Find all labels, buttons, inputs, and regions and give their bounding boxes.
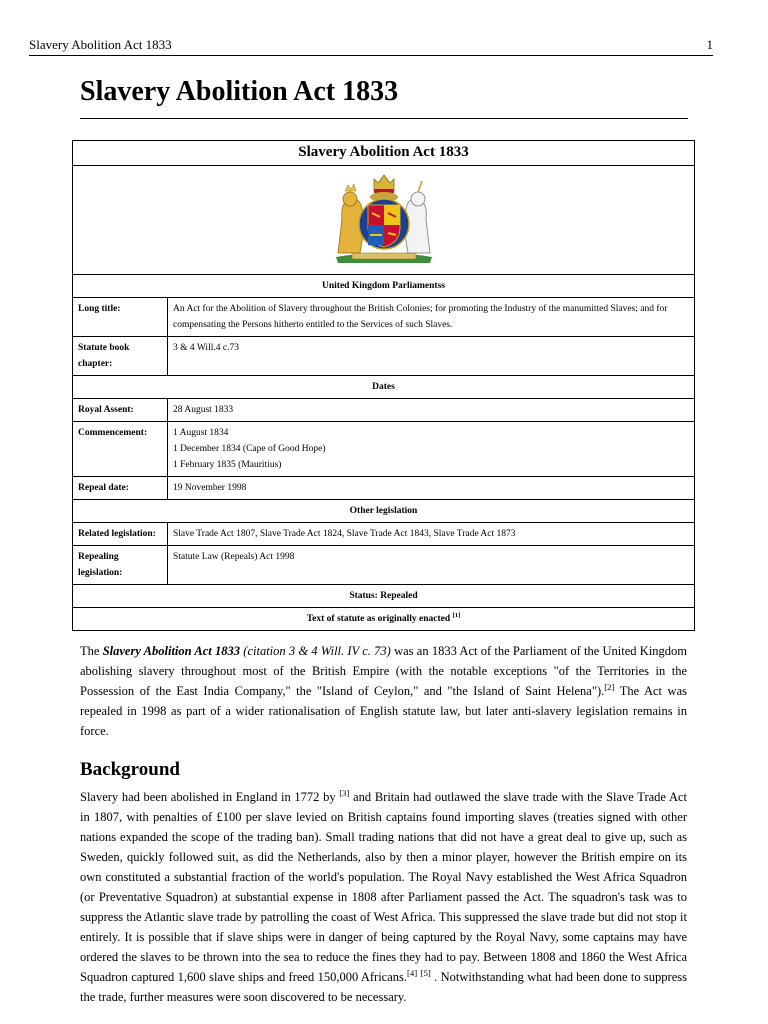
act-name: Slavery Abolition Act 1833 [102, 644, 241, 658]
infobox-title: Slavery Abolition Act 1833 [73, 141, 695, 166]
running-header-title: Slavery Abolition Act 1833 [29, 37, 172, 52]
dates-heading: Dates [73, 376, 695, 399]
intro-text: The [80, 644, 103, 658]
repeal-date-value: 19 November 1998 [168, 477, 695, 500]
commencement-value [168, 422, 695, 477]
royal-assent-label: Royal Assent: [73, 399, 168, 422]
reference-2[interactable]: [2] [604, 681, 615, 692]
page-number: 1 [706, 37, 713, 52]
background-paragraph [80, 787, 687, 1007]
commencement-date: 1 February 1835 (Mauritius) [173, 460, 282, 470]
commencement-date: 1 August 1834 [173, 428, 229, 438]
background-heading: Background [80, 759, 180, 780]
chapter-label: Statute book chapter: [73, 337, 168, 376]
text-of-statute-link[interactable]: Text of statute as originally enacted [306, 614, 451, 624]
infobox-parliament: United Kingdom Parliamentss [73, 275, 695, 298]
commencement-label: Commencement: [73, 422, 168, 477]
page-title: Slavery Abolition Act 1833 [80, 76, 399, 107]
long-title-value: An Act for the Abolition of Slavery throughout the British Colonies; for promoting the Industry of the manumitted Slaves; and for compensating the Persons hitherto entitled to the Services of such Slaves. [168, 298, 695, 337]
text-of-statute-cell [73, 608, 695, 631]
repeal-date-label: Repeal date: [73, 477, 168, 500]
other-legislation-heading: Other legislation [73, 500, 695, 523]
royal-assent-value: 28 August 1833 [168, 399, 695, 422]
related-legislation-value[interactable]: Slave Trade Act 1807, Slave Trade Act 1824, Slave Trade Act 1843, Slave Trade Act 1873 [168, 523, 695, 546]
royal-coat-of-arms-icon [330, 169, 438, 265]
title-rule [80, 118, 688, 119]
background-text: and Britain had outlawed the slave trade with the Slave Trade Act in 1807, with penalties of £100 per slave levied on British captains found importing slaves (treaties signed with other nations expanded the scope of the trading ban). Small trading nations that did not have a great deal to give up, such as Sweden, quickly followed suit, as did the Netherlands, also by then a minor player, however the British empire on its own constituted a substantial fraction of the world's population. The Royal Navy established the West Africa Squadron (or Preventative Squadron) at substantial expense in 1808 after Parliament passed the Act. The squadron's task was to suppress the Atlantic slave trade by patrolling the coast of West Africa. This suppressed the slave trade but did not stop it entirely. It is possible that if slave ships were in danger of being captured by the Royal Navy, some captains may have ordered the slaves to be thrown into the sea to reduce the fines they had to pay. Between 1808 and 1860 the West Africa Squadron captured 1,600 slave ships and freed 150,000 Africans. [80, 790, 687, 984]
background-text: Slavery had been abolished in England in 1772 by [80, 790, 340, 804]
intro-text: The Act was repealed in 1998 as part of a wider rationalisation of English statute law, but later anti-slavery legislation remains in force. [80, 684, 687, 738]
intro-paragraph [80, 641, 687, 741]
infobox-image-cell [73, 166, 695, 275]
background-text: . Notwithstanding what had been done to suppress the trade, further measures were soon discovered to be necessary. [80, 970, 687, 1004]
act-citation: (citation 3 & 4 Will. IV c. 73) [240, 644, 391, 658]
reference-1[interactable]: [1] [452, 611, 461, 619]
reference-5[interactable]: [5] [420, 967, 431, 978]
running-header [29, 37, 713, 56]
status-value: Status: Repealed [73, 585, 695, 608]
commencement-date: 1 December 1834 (Cape of Good Hope) [173, 444, 326, 454]
repealing-legislation-value[interactable]: Statute Law (Repeals) Act 1998 [168, 546, 695, 585]
infobox [72, 140, 695, 631]
repealing-legislation-label: Repealing legislation: [73, 546, 168, 585]
reference-4[interactable]: [4] [407, 967, 418, 978]
intro-text: was an 1833 Act of the Parliament of the United Kingdom abolishing slavery throughout most of the British Empire (with the notable exceptions "of the Territories in the Possession of the East India Company," the "Island of Ceylon," and "the Island of Saint Helena"). [80, 644, 688, 698]
reference-3[interactable]: [3] [339, 787, 350, 798]
related-legislation-label: Related legislation: [73, 523, 168, 546]
chapter-value: 3 & 4 Will.4 c.73 [168, 337, 695, 376]
long-title-label: Long title: [73, 298, 168, 337]
